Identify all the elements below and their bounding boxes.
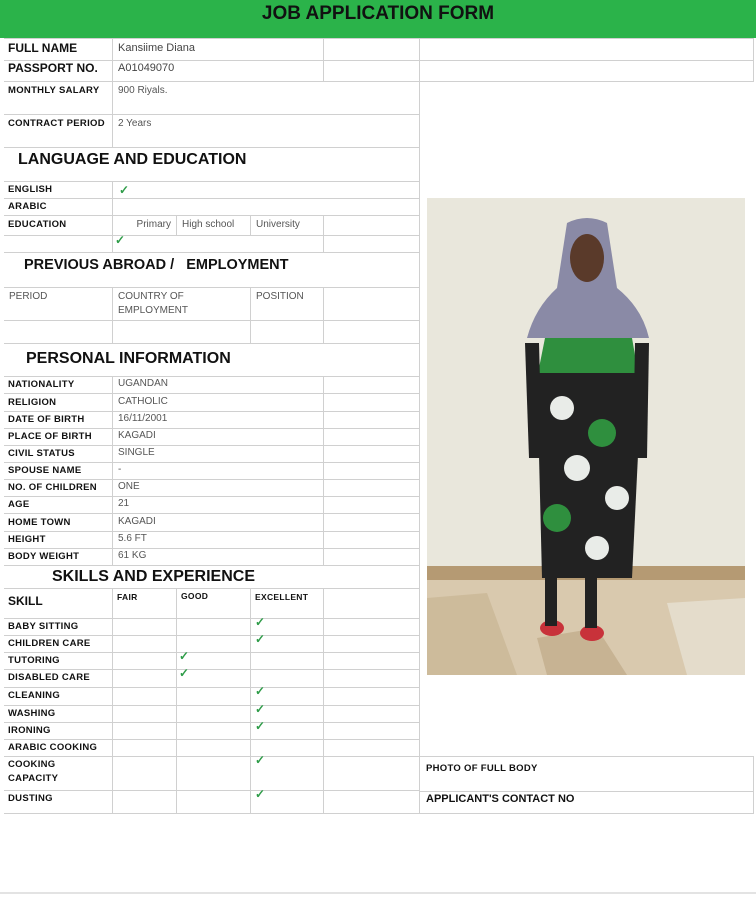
education-row bbox=[4, 215, 420, 236]
passport-value: A01049070 bbox=[112, 59, 323, 81]
skill-fair-cell bbox=[112, 652, 176, 669]
check-icon: ✓ bbox=[255, 722, 266, 733]
personal-row bbox=[4, 394, 420, 412]
personal-row bbox=[4, 445, 420, 463]
empty-cell bbox=[323, 394, 420, 411]
contact-cell bbox=[420, 790, 754, 814]
skill-excellent-cell bbox=[250, 790, 323, 813]
skill-label: TUTORING bbox=[8, 655, 60, 666]
skill-row bbox=[4, 756, 420, 791]
empty-cell bbox=[323, 548, 420, 565]
skills-heading: SKILLS AND EXPERIENCE bbox=[4, 565, 420, 588]
personal-value: ONE bbox=[112, 479, 323, 496]
personal-label: SPOUSE NAME bbox=[8, 465, 82, 476]
check-icon: ✓ bbox=[179, 669, 190, 680]
skill-label: DUSTING bbox=[8, 793, 53, 804]
skill-label: ARABIC COOKING bbox=[8, 742, 98, 753]
skill-label: CLEANING bbox=[8, 690, 61, 701]
english-label: ENGLISH bbox=[8, 184, 53, 195]
check-icon: ✓ bbox=[255, 790, 266, 801]
empty-cell bbox=[323, 739, 420, 756]
salary-row bbox=[4, 81, 420, 115]
empty-cell bbox=[250, 320, 323, 343]
empty-cell bbox=[4, 320, 112, 343]
skill-excellent-cell bbox=[250, 618, 323, 635]
empty-cell bbox=[323, 669, 420, 687]
personal-label: HOME TOWN bbox=[8, 517, 71, 528]
personal-label: HEIGHT bbox=[8, 534, 46, 545]
full-name-label: FULL NAME bbox=[8, 41, 78, 55]
personal-label: PLACE OF BIRTH bbox=[8, 431, 92, 442]
personal-row bbox=[4, 531, 420, 549]
personal-row bbox=[4, 548, 420, 566]
skill-excellent-cell bbox=[250, 756, 323, 790]
check-icon: ✓ bbox=[179, 652, 190, 663]
personal-row bbox=[4, 496, 420, 514]
empty-cell bbox=[323, 59, 420, 81]
personal-value: SINGLE bbox=[112, 445, 323, 462]
skill-label: WASHING bbox=[8, 708, 56, 719]
empty-cell bbox=[323, 790, 420, 813]
personal-label: NATIONALITY bbox=[8, 379, 75, 390]
contract-label: CONTRACT PERIOD bbox=[8, 118, 105, 129]
personal-label: RELIGION bbox=[8, 397, 57, 408]
check-icon: ✓ bbox=[255, 635, 266, 646]
photo-label-cell bbox=[420, 756, 754, 792]
empty-cell bbox=[323, 705, 420, 722]
empty-cell bbox=[323, 215, 420, 235]
check-icon: ✓ bbox=[119, 183, 130, 197]
empty-cell bbox=[323, 320, 420, 343]
language-heading: LANGUAGE AND EDUCATION bbox=[4, 147, 420, 181]
personal-row bbox=[4, 428, 420, 446]
edu-primary: Primary bbox=[112, 215, 176, 235]
empty-cell bbox=[323, 235, 420, 252]
skill-excellent-cell bbox=[250, 739, 323, 756]
skill-good-cell bbox=[176, 635, 250, 652]
empty-cell bbox=[323, 411, 420, 428]
skill-col-excellent: EXCELLENT bbox=[250, 588, 323, 618]
empty-cell bbox=[323, 722, 420, 739]
edu-check-cell bbox=[112, 235, 323, 252]
skill-fair-cell bbox=[112, 705, 176, 722]
abroad-columns-row bbox=[4, 287, 420, 321]
education-label: EDUCATION bbox=[8, 219, 67, 230]
skill-fair-cell bbox=[112, 790, 176, 813]
skill-label: COOKING CAPACITY bbox=[8, 759, 59, 784]
full-name-value: Kansiime Diana bbox=[112, 39, 323, 60]
empty-cell bbox=[323, 635, 420, 652]
personal-label: BODY WEIGHT bbox=[8, 551, 80, 562]
abroad-heading: PREVIOUS ABROAD / EMPLOYMENT bbox=[4, 252, 420, 287]
skill-row bbox=[4, 790, 420, 814]
skill-good-cell bbox=[176, 739, 250, 756]
skills-header-row bbox=[4, 588, 420, 619]
personal-label: AGE bbox=[8, 499, 30, 510]
skill-good-cell bbox=[176, 705, 250, 722]
skill-col-label: SKILL bbox=[8, 594, 43, 608]
abroad-col-country: COUNTRY OF EMPLOYMENT bbox=[112, 287, 250, 320]
skill-fair-cell bbox=[112, 687, 176, 705]
skill-fair-cell bbox=[112, 669, 176, 687]
empty-cell bbox=[323, 531, 420, 548]
personal-heading-row bbox=[4, 343, 420, 377]
personal-value: UGANDAN bbox=[112, 376, 323, 393]
empty-cell bbox=[323, 479, 420, 496]
skill-row bbox=[4, 739, 420, 757]
abroad-col-period: PERIOD bbox=[9, 291, 48, 302]
english-row bbox=[4, 181, 420, 199]
skill-row bbox=[4, 669, 420, 688]
empty-cell bbox=[323, 287, 420, 320]
edu-university: University bbox=[250, 215, 323, 235]
skill-good-cell bbox=[176, 618, 250, 635]
skill-good-cell bbox=[176, 722, 250, 739]
skill-excellent-cell bbox=[250, 669, 323, 687]
personal-value: 16/11/2001 bbox=[112, 411, 323, 428]
empty-cell bbox=[323, 652, 420, 669]
personal-label: CIVIL STATUS bbox=[8, 448, 75, 459]
salary-value: 900 Riyals. bbox=[112, 81, 420, 114]
personal-row bbox=[4, 411, 420, 429]
side-empty-cell bbox=[420, 59, 754, 82]
empty-cell bbox=[323, 514, 420, 531]
personal-label: DATE OF BIRTH bbox=[8, 414, 85, 425]
skills-heading-row bbox=[4, 565, 420, 589]
skill-good-cell bbox=[176, 687, 250, 705]
empty-cell bbox=[112, 320, 250, 343]
skill-label: BABY SITTING bbox=[8, 621, 79, 632]
form-title: JOB APPLICATION FORM bbox=[0, 0, 756, 38]
personal-value: 21 bbox=[112, 496, 323, 513]
skill-label: DISABLED CARE bbox=[8, 672, 91, 683]
edu-high-school: High school bbox=[176, 215, 250, 235]
arabic-row bbox=[4, 198, 420, 216]
empty-cell bbox=[323, 588, 420, 618]
empty-cell bbox=[323, 756, 420, 790]
personal-row bbox=[4, 462, 420, 480]
check-icon: ✓ bbox=[255, 618, 266, 629]
photo-label: PHOTO OF FULL BODY bbox=[426, 763, 538, 774]
education-check-row bbox=[4, 235, 420, 253]
personal-row bbox=[4, 376, 420, 394]
skill-good-cell bbox=[176, 756, 250, 790]
personal-label: NO. OF CHILDREN bbox=[8, 482, 97, 493]
personal-value: 61 KG bbox=[112, 548, 323, 565]
check-icon: ✓ bbox=[115, 235, 126, 247]
skill-excellent-cell bbox=[250, 722, 323, 739]
check-icon: ✓ bbox=[255, 687, 266, 698]
skill-label: IRONING bbox=[8, 725, 51, 736]
skill-row bbox=[4, 722, 420, 740]
personal-value: 5.6 FT bbox=[112, 531, 323, 548]
empty-cell bbox=[323, 618, 420, 635]
skill-row bbox=[4, 652, 420, 670]
skill-col-fair: FAIR bbox=[112, 588, 176, 618]
contract-value: 2 Years bbox=[112, 114, 420, 147]
empty-cell bbox=[323, 376, 420, 393]
empty-cell bbox=[323, 496, 420, 513]
skill-excellent-cell bbox=[250, 652, 323, 669]
contract-row bbox=[4, 114, 420, 148]
skill-excellent-cell bbox=[250, 705, 323, 722]
skill-row bbox=[4, 687, 420, 706]
check-icon: ✓ bbox=[255, 756, 266, 767]
skill-excellent-cell bbox=[250, 635, 323, 652]
skill-col-good: GOOD bbox=[176, 588, 250, 618]
applicant-photo bbox=[427, 198, 745, 675]
full-name-row bbox=[4, 38, 420, 61]
skill-fair-cell bbox=[112, 618, 176, 635]
abroad-heading-row bbox=[4, 252, 420, 288]
empty-cell bbox=[323, 428, 420, 445]
skill-fair-cell bbox=[112, 635, 176, 652]
personal-value: - bbox=[112, 462, 323, 479]
skill-good-cell bbox=[176, 652, 250, 669]
skill-good-cell bbox=[176, 669, 250, 687]
arabic-cell bbox=[112, 198, 420, 215]
skill-row bbox=[4, 618, 420, 636]
abroad-col-position: POSITION bbox=[250, 287, 323, 320]
skill-label: CHILDREN CARE bbox=[8, 638, 91, 649]
personal-row bbox=[4, 479, 420, 497]
skill-fair-cell bbox=[112, 739, 176, 756]
page-divider bbox=[0, 892, 756, 894]
empty-cell bbox=[323, 462, 420, 479]
contact-label: APPLICANT'S CONTACT NO bbox=[426, 793, 575, 805]
empty-cell bbox=[323, 687, 420, 705]
arabic-label: ARABIC bbox=[8, 201, 47, 212]
skill-good-cell bbox=[176, 790, 250, 813]
abroad-empty-row bbox=[4, 320, 420, 344]
personal-value: CATHOLIC bbox=[112, 394, 323, 411]
applicant-photo-image bbox=[427, 198, 745, 675]
personal-value: KAGADI bbox=[112, 428, 323, 445]
side-empty-cell bbox=[420, 38, 754, 61]
english-cell bbox=[112, 181, 420, 198]
personal-heading: PERSONAL INFORMATION bbox=[4, 343, 420, 376]
passport-label: PASSPORT NO. bbox=[8, 61, 98, 75]
check-icon: ✓ bbox=[255, 705, 266, 716]
skill-fair-cell bbox=[112, 722, 176, 739]
personal-row bbox=[4, 514, 420, 532]
language-heading-row bbox=[4, 147, 420, 182]
personal-value: KAGADI bbox=[112, 514, 323, 531]
passport-row bbox=[4, 59, 420, 82]
salary-label: MONTHLY SALARY bbox=[8, 85, 100, 96]
skill-row bbox=[4, 705, 420, 723]
skill-fair-cell bbox=[112, 756, 176, 790]
empty-cell bbox=[323, 39, 420, 60]
skill-row bbox=[4, 635, 420, 653]
skill-excellent-cell bbox=[250, 687, 323, 705]
empty-cell bbox=[323, 445, 420, 462]
empty-cell bbox=[4, 235, 112, 252]
